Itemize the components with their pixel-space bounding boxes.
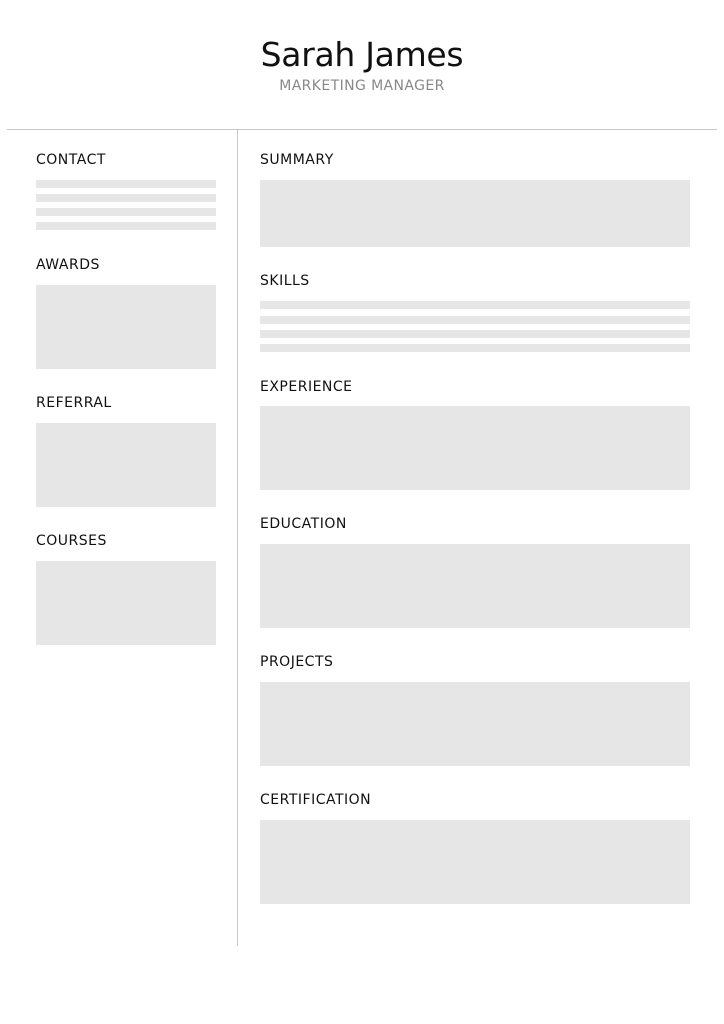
projects-heading: PROJECTS: [260, 654, 334, 670]
contact-line-placeholder: [36, 222, 216, 230]
courses-content-placeholder: [36, 561, 216, 645]
resume-job-title: MARKETING MANAGER: [279, 78, 445, 94]
skills-line-placeholder: [260, 344, 690, 352]
skills-line-placeholder: [260, 330, 690, 338]
summary-heading: SUMMARY: [260, 152, 334, 168]
certification-content-placeholder: [260, 820, 690, 904]
education-content-placeholder: [260, 544, 690, 628]
experience-heading: EXPERIENCE: [260, 379, 353, 395]
skills-line-placeholder: [260, 316, 690, 324]
referral-heading: REFERRAL: [36, 395, 112, 411]
summary-content-placeholder: [260, 180, 690, 247]
contact-heading: CONTACT: [36, 152, 106, 168]
resume-name: Sarah James: [260, 35, 464, 74]
certification-heading: CERTIFICATION: [260, 792, 372, 808]
contact-line-placeholder: [36, 208, 216, 216]
referral-content-placeholder: [36, 423, 216, 507]
header-divider: [7, 129, 717, 130]
projects-content-placeholder: [260, 682, 690, 766]
awards-heading: AWARDS: [36, 257, 100, 273]
skills-heading: SKILLS: [260, 273, 310, 289]
courses-heading: COURSES: [36, 533, 107, 549]
contact-line-placeholder: [36, 194, 216, 202]
awards-content-placeholder: [36, 285, 216, 369]
contact-line-placeholder: [36, 180, 216, 188]
experience-content-placeholder: [260, 406, 690, 490]
education-heading: EDUCATION: [260, 516, 347, 532]
column-divider: [237, 130, 238, 946]
skills-line-placeholder: [260, 301, 690, 309]
